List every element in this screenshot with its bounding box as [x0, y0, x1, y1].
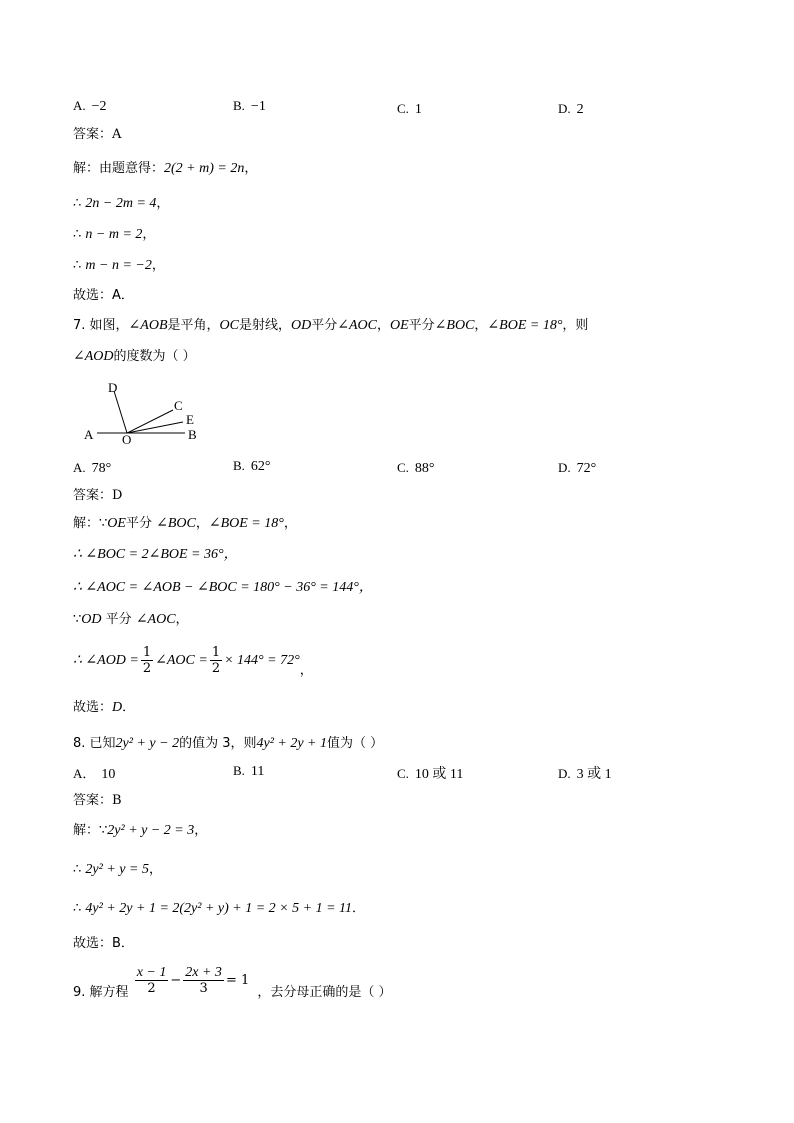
q8-option-b: B. 11 [233, 763, 265, 779]
q7-solution-1: 解：∵OE平分 ∠BOC，∠BOE = 18°， [73, 516, 297, 531]
q7-choose: 故选：D． [73, 700, 136, 715]
q9-stem: 9. 解方程 $\frac{x - 1}{2}$ − $\frac{2x + 3}{3}$ = 1 ，去分母正确的是（ ） [73, 965, 392, 1000]
q8-answer: 答案：B [73, 793, 122, 808]
q8-solution-2: ∴ 2y² + y = 5， [73, 862, 162, 877]
q8-option-d: D. 3 或 1 [558, 766, 612, 782]
fraction-2: $\frac{2x + 3}{3}$ [185, 965, 222, 996]
q6-option-a: A. −2 [73, 98, 107, 114]
label-o: O [122, 432, 132, 447]
q6-option-d: D. 2 [558, 101, 584, 117]
q7-solution-5: ∴ ∠AOD = $\frac{1}{2}$ ∠AOC = $\frac{1}{2}$ × 144° = 72°， [73, 645, 313, 678]
label-b: B [188, 427, 197, 442]
fraction-half: $\frac{1}{2}$ [142, 645, 152, 676]
q7-option-a: A. 78° [73, 460, 112, 476]
q6-solution-2: ∴ 2n − 2m = 4， [73, 196, 170, 211]
q8-solution-3: ∴ 4y² + 2y + 1 = 2(2y² + y) + 1 = 2 × 5 + 1 = 11． [73, 901, 365, 916]
label-c: C [174, 398, 183, 413]
q8-solution-1: 解：∵2y² + y − 2 = 3， [73, 823, 208, 838]
label-d: D [108, 380, 118, 395]
label-e: E [186, 412, 194, 427]
q7-solution-3: ∴ ∠AOC = ∠AOB − ∠BOC = 180° − 36° = 144°， [73, 580, 373, 595]
label-a: A [84, 427, 94, 442]
q6-choose: 故选：A． [73, 288, 134, 303]
q7-solution-2: ∴ ∠BOC = 2∠BOE = 36°， [73, 547, 238, 562]
q7-stem-line-2: ∠AOD的度数为（ ） [73, 349, 196, 364]
q7-solution-4: ∵OD 平分 ∠AOC， [73, 612, 189, 627]
fraction-1: $\frac{x - 1}{2}$ [136, 965, 167, 996]
q6-solution-3: ∴ n − m = 2， [73, 227, 156, 242]
fraction-half: $\frac{1}{2}$ [211, 645, 221, 676]
q6-solution-1: 解：由题意得：2(2 + m) = 2n， [73, 161, 258, 176]
q6-option-c: C. 1 [397, 101, 422, 117]
ray-od [114, 391, 127, 433]
q7-stem-line-1: 7. 如图，∠AOB是平角，OC是射线，OD平分∠AOC，OE平分∠BOC，∠BOE = 18°，则 [73, 318, 589, 333]
q8-stem: 8. 已知2y² + y − 2的值为 3，则4y² + 2y + 1值为（ ） [73, 736, 384, 751]
q6-option-b: B. −1 [233, 98, 266, 114]
q8-choose: 故选：B． [73, 936, 134, 951]
q7-option-d: D. 72° [558, 460, 597, 476]
ray-oe [127, 422, 183, 433]
q8-option-a: A． 10 [73, 766, 116, 782]
q8-option-c: C. 10 或 11 [397, 766, 464, 782]
q7-option-b: B. 62° [233, 458, 271, 474]
q6-answer: 答案：A [73, 127, 122, 142]
q7-option-c: C. 88° [397, 460, 435, 476]
q7-answer: 答案：D [73, 488, 123, 503]
ray-oc [127, 410, 173, 433]
q6-solution-4: ∴ m − n = −2， [73, 258, 165, 273]
q7-angle-figure [80, 378, 210, 448]
